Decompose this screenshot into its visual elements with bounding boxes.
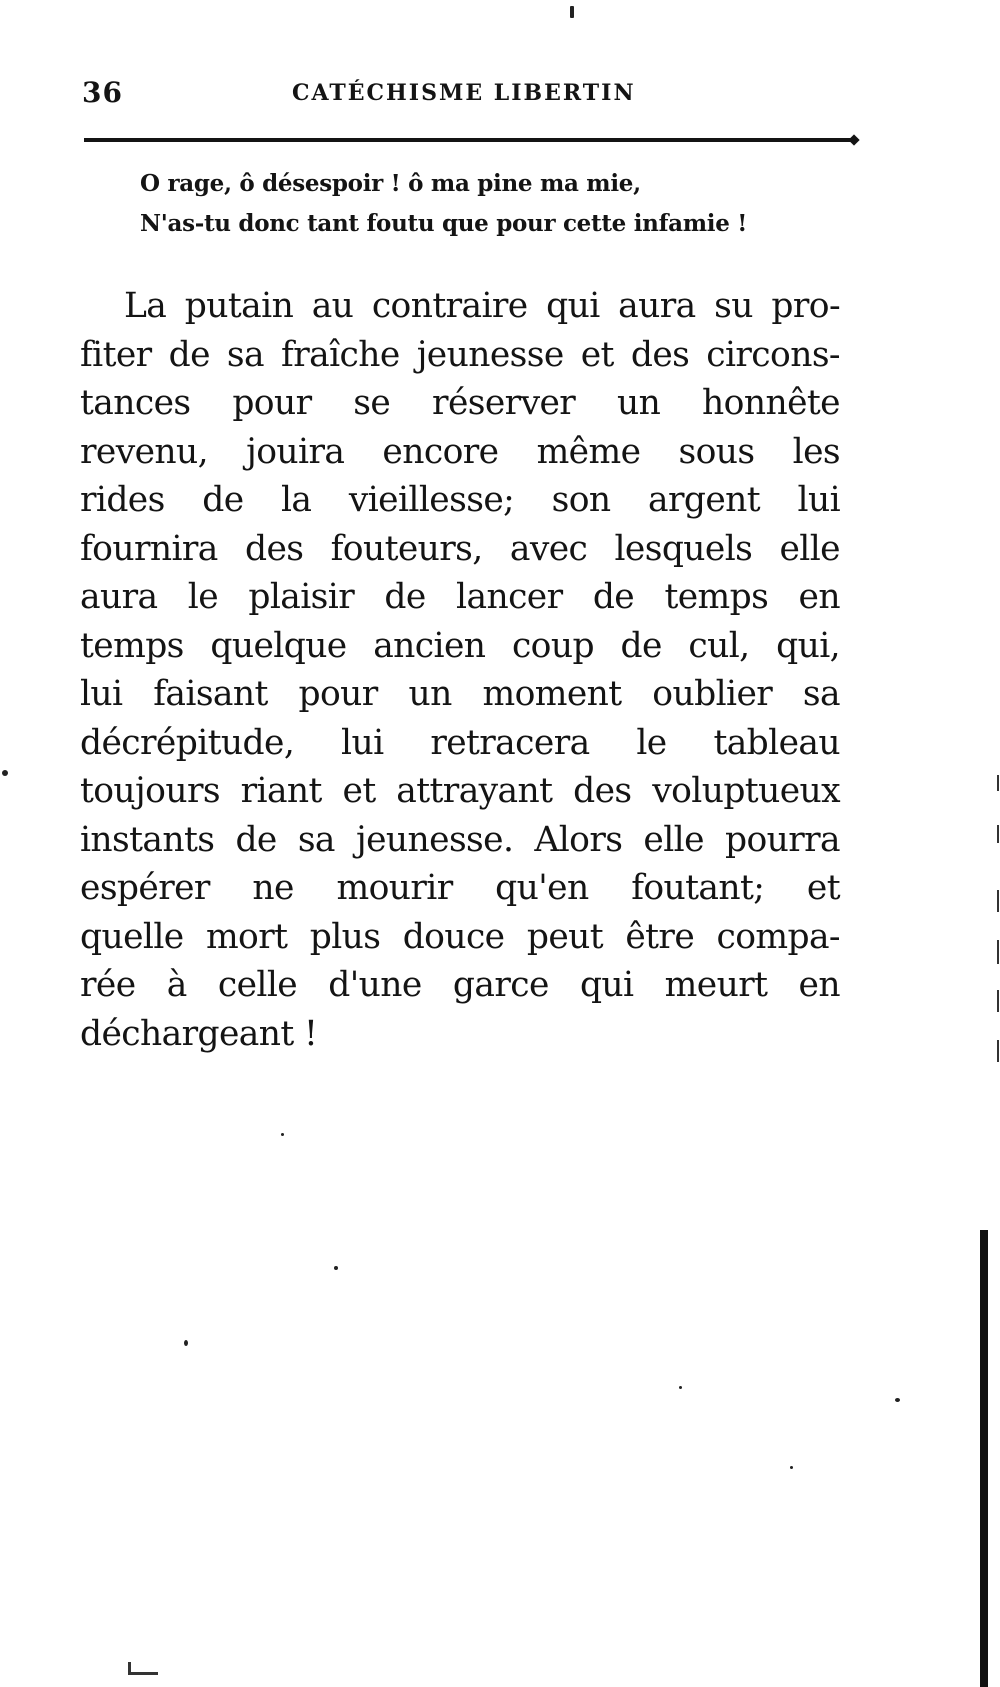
body-line: fournira des fouteurs, avec lesquels elle	[80, 528, 840, 569]
verse-quote	[140, 164, 860, 244]
scan-speck	[790, 1466, 793, 1469]
running-title: CATÉCHISME LIBERTIN	[292, 80, 636, 106]
scan-speck	[570, 6, 574, 18]
body-line: rée à celle d'une garce qui meurt en	[80, 965, 840, 1005]
body-line: toujours riant et attrayant des voluptueux	[80, 771, 840, 811]
verse-line: N'as-tu donc tant foutu que pour cette infamie !	[140, 210, 748, 237]
scan-mark	[128, 1662, 131, 1674]
scan-speck	[334, 1266, 338, 1270]
scan-speck	[2, 770, 8, 776]
scan-speck	[281, 1133, 284, 1136]
body-line: déchargeant !	[80, 1013, 318, 1054]
header-rule	[84, 138, 854, 142]
body-line: temps quelque ancien coup de cul, qui,	[80, 625, 840, 666]
scan-mark	[997, 775, 999, 791]
body-paragraph	[80, 282, 840, 1058]
page-header	[82, 72, 842, 116]
scan-mark	[997, 940, 999, 964]
body-line: fiter de sa fraîche jeunesse et des circons-	[80, 334, 840, 375]
body-line: aura le plaisir de lancer de temps en	[80, 577, 840, 617]
page-number: 36	[82, 76, 123, 109]
body-line: tances pour se réserver un honnête	[80, 383, 840, 423]
body-line: espérer ne mourir qu'en foutant; et	[80, 868, 840, 908]
scan-speck	[184, 1340, 188, 1346]
binding-edge	[980, 1230, 988, 1687]
scan-mark	[997, 825, 999, 843]
scan-mark	[997, 890, 999, 912]
scan-mark	[128, 1672, 158, 1675]
scan-mark	[997, 1040, 999, 1062]
body-line: instants de sa jeunesse. Alors elle pourra	[80, 819, 840, 860]
verse-line: O rage, ô désespoir ! ô ma pine ma mie,	[140, 170, 641, 197]
body-line: décrépitude, lui retracera le tableau	[80, 722, 840, 763]
scan-speck	[679, 1386, 682, 1389]
body-line: rides de la vieillesse; son argent lui	[80, 480, 840, 520]
body-line: lui faisant pour un moment oublier sa	[80, 674, 840, 714]
body-line: quelle mort plus douce peut être compa-	[80, 916, 840, 957]
scan-mark	[997, 990, 999, 1012]
scan-speck	[895, 1398, 900, 1402]
body-line: La putain au contraire qui aura su pro-	[124, 286, 840, 326]
body-line: revenu, jouira encore même sous les	[80, 431, 840, 472]
